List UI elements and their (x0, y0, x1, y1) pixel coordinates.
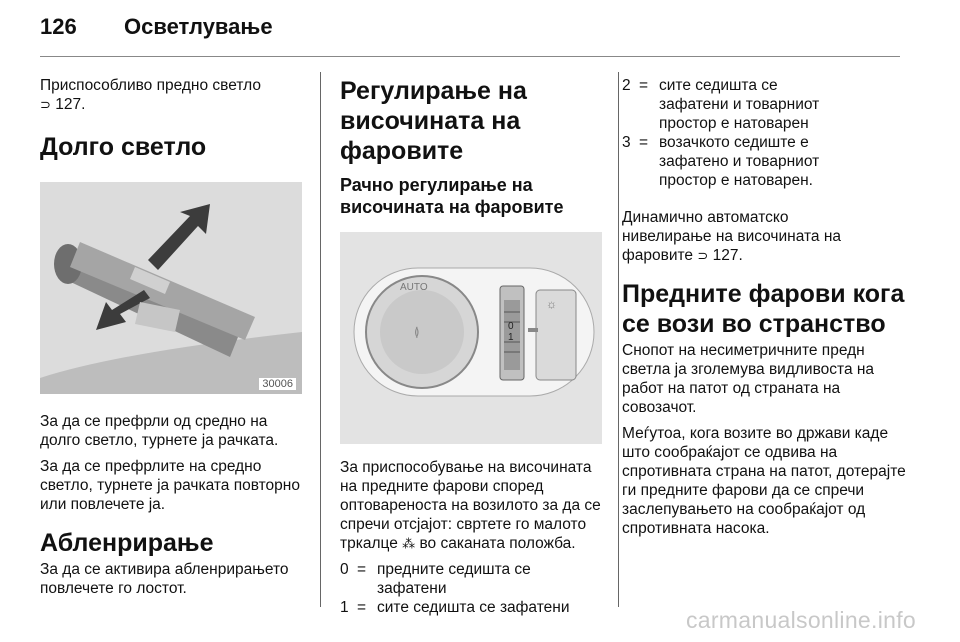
figure-number: 30006 (259, 378, 296, 390)
column-divider (618, 72, 619, 607)
paragraph: Снопот на несиметричните предн светла ја зголемува видливоста на работ на патот од страната на совозачот. (622, 342, 875, 416)
headlight-range-figure (340, 232, 602, 444)
paragraph (340, 458, 604, 553)
page-number: 126 (40, 14, 77, 39)
cross-reference-page: 127. (712, 247, 743, 264)
dynamic-leveling-text: Динамично автоматско нивелирање на височината на фаровите (622, 209, 842, 264)
list-item: 0 = предните седишта се зафатени (340, 561, 531, 597)
column-3 (622, 76, 906, 538)
book-arrow-icon: ⊃ (697, 248, 709, 263)
intro-text: Приспособливо предно светло (40, 77, 261, 94)
section-title: Осветлување (124, 14, 273, 39)
headlight-range-icon: ⁂ (402, 536, 416, 551)
paragraph: За да се активира абленрирањето повлечете го лостот. (40, 561, 289, 597)
lever-illustration (40, 182, 302, 394)
list-item: 3 = возачкото седиште е зафатено и товарниот простор е натоварен. (622, 134, 820, 189)
seat-load-list-continued (622, 76, 906, 190)
book-arrow-icon: ⊃ (40, 97, 51, 112)
header-rule (40, 56, 900, 57)
cross-reference-page: 127. (55, 96, 86, 113)
cross-reference[interactable] (40, 95, 302, 114)
paragraph: Меѓутоа, кога возите во држави каде што сообраќајот се одвива на спротивната страна на патот, дотерајте ги предните фарови да се спречи заслепувањето на сообраќајот од спротивната насока. (622, 425, 906, 537)
paragraph: За да се префрли од средно на долго светло, турнете ја рачката. (40, 413, 279, 449)
high-beam-lever-figure (40, 182, 302, 394)
svg-text:☼: ☼ (546, 297, 557, 311)
heading-driving-abroad: Предните фарови кога се вози во странство (622, 280, 905, 338)
paragraph (622, 208, 906, 265)
page-header (40, 14, 273, 44)
subheading-manual-range: Рачно регулирање на височината на фаровите (340, 175, 564, 217)
svg-text:≬: ≬ (414, 325, 420, 339)
heading-headlight-range: Регулирање на височината на фаровите (340, 77, 527, 165)
svg-text:AUTO: AUTO (400, 282, 428, 293)
column-1 (40, 76, 302, 598)
range-text-tail: во саканата положба. (419, 535, 576, 552)
heading-flash: Абленрирање (40, 529, 214, 557)
column-2 (340, 76, 604, 617)
list-item: 1 = сите седишта се зафатени (340, 599, 570, 616)
list-item: 2 = сите седишта се зафатени и товарниот простор е натоварен (622, 77, 820, 132)
heading-high-beam: Долго светло (40, 133, 207, 161)
svg-text:0: 0 (508, 321, 514, 332)
paragraph: За да се префрлите на средно светло, турнете ја рачката повторно или повлечете ја. (40, 458, 300, 513)
watermark: carmanualsonline.info (685, 607, 916, 633)
column-divider (320, 72, 321, 607)
seat-load-list (340, 560, 604, 617)
svg-text:1: 1 (508, 332, 514, 343)
light-switch-illustration (340, 232, 602, 444)
range-text: За приспособување на височината на предните фарови според оптовареноста на возилото за да се спречи отсјајот: свртете го малото тркалце (340, 459, 601, 552)
